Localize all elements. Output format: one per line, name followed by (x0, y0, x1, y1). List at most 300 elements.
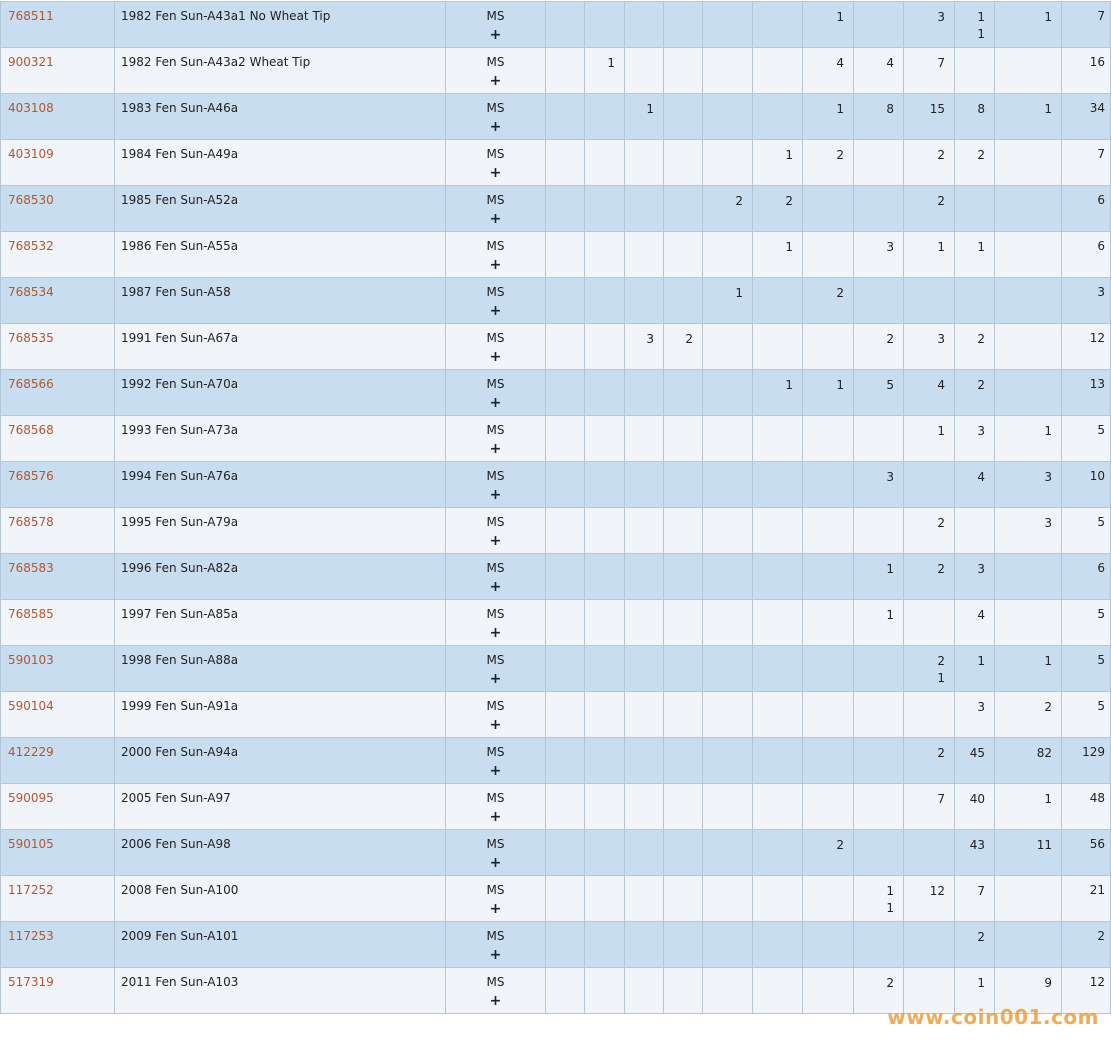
grade-count-cell (546, 784, 585, 830)
population-table (0, 1, 1111, 1014)
grade-count-cell (995, 278, 1062, 324)
grade-count-cell (546, 738, 585, 784)
count-value: 15 (929, 102, 945, 116)
count-value: 8 (977, 102, 985, 116)
total-count: 16 (1062, 48, 1111, 94)
grade-count-cell (664, 508, 703, 554)
grade-count-cell (995, 324, 1062, 370)
grade-cell (446, 462, 546, 508)
grade-cell (446, 646, 546, 692)
grade-count-cell (625, 186, 664, 232)
grade-count-cell (854, 186, 904, 232)
grade-count-cell (955, 462, 995, 508)
grade-count-cell (753, 600, 803, 646)
cert-cell (1, 738, 115, 784)
expand-plus-icon[interactable]: + (489, 119, 502, 135)
cert-cell (1, 508, 115, 554)
grade-count-cell (803, 278, 854, 324)
grade-count-cell (854, 876, 904, 922)
cert-number-link[interactable]: 768532 (8, 239, 54, 253)
count-value: 3 (977, 700, 985, 714)
cert-cell (1, 324, 115, 370)
expand-plus-icon[interactable]: + (489, 27, 502, 43)
grade-label: MS (486, 975, 505, 989)
cert-number-link[interactable]: 768534 (8, 285, 54, 299)
grade-count-cell (955, 278, 995, 324)
grade-count-cell (904, 48, 955, 94)
grade-count-cell (854, 140, 904, 186)
table-row (1, 416, 1111, 462)
grade-count-cell (753, 692, 803, 738)
count-value: 1 (836, 378, 844, 392)
grade-count-cell (703, 48, 753, 94)
cert-number-link[interactable]: 900321 (8, 55, 54, 69)
grade-count-cell (803, 968, 854, 1014)
grade-count-cell (664, 94, 703, 140)
grade-count-cell (703, 876, 753, 922)
expand-plus-icon[interactable]: + (489, 165, 502, 181)
grade-label: MS (486, 331, 505, 345)
cert-number-link[interactable]: 768511 (8, 9, 54, 23)
grade-count-cell (955, 324, 995, 370)
grade-count-cell (546, 278, 585, 324)
expand-plus-icon[interactable]: + (489, 579, 502, 595)
grade-count-cell (703, 232, 753, 278)
count-value: 4 (937, 378, 945, 392)
cert-number-link[interactable]: 590105 (8, 837, 54, 851)
grade-count-cell (803, 876, 854, 922)
grade-label: MS (486, 561, 505, 575)
cert-number-link[interactable]: 517319 (8, 975, 54, 989)
total-count: 13 (1062, 370, 1111, 416)
expand-plus-icon[interactable]: + (489, 717, 502, 733)
coin-description: 1982 Fen Sun-A43a2 Wheat Tip (115, 48, 446, 94)
grade-count-cell (585, 416, 625, 462)
grade-cell (446, 876, 546, 922)
grade-count-cell (585, 140, 625, 186)
grade-count-cell (904, 186, 955, 232)
grade-count-cell (955, 784, 995, 830)
expand-plus-icon[interactable]: + (489, 395, 502, 411)
grade-count-cell (995, 738, 1062, 784)
grade-count-cell (625, 692, 664, 738)
grade-count-cell (955, 2, 995, 48)
grade-count-cell (803, 646, 854, 692)
grade-count-cell (664, 876, 703, 922)
cert-number-link[interactable]: 590104 (8, 699, 54, 713)
grade-count-cell (546, 600, 585, 646)
grade-cell (446, 968, 546, 1014)
count-value: 1 (886, 562, 894, 576)
grade-count-cell (955, 646, 995, 692)
total-count: 12 (1062, 968, 1111, 1014)
total-count: 129 (1062, 738, 1111, 784)
grade-count-cell (703, 968, 753, 1014)
cert-number-link[interactable]: 590095 (8, 791, 54, 805)
grade-label: MS (486, 9, 505, 23)
count-value: 2 (836, 838, 844, 852)
grade-label: MS (486, 883, 505, 897)
grade-count-cell (995, 508, 1062, 554)
count-value: 1 (886, 608, 894, 622)
grade-label: MS (486, 193, 505, 207)
count-value: 8 (886, 102, 894, 116)
count-value: 2 (977, 378, 985, 392)
grade-count-cell (753, 508, 803, 554)
grade-count-cell (803, 784, 854, 830)
table-row (1, 370, 1111, 416)
coin-description: 1997 Fen Sun-A85a (115, 600, 446, 646)
grade-count-cell (625, 738, 664, 784)
grade-count-cell (904, 140, 955, 186)
grade-count-cell (904, 554, 955, 600)
expand-plus-icon[interactable]: + (489, 303, 502, 319)
cert-number-link[interactable]: 412229 (8, 745, 54, 759)
table-row (1, 324, 1111, 370)
expand-plus-icon[interactable]: + (489, 855, 502, 871)
cert-cell (1, 922, 115, 968)
grade-count-cell (664, 692, 703, 738)
grade-count-cell (703, 462, 753, 508)
expand-plus-icon[interactable]: + (489, 257, 502, 273)
expand-plus-icon[interactable]: + (489, 211, 502, 227)
count-value: 12 (929, 884, 945, 898)
grade-count-cell (995, 370, 1062, 416)
grade-count-cell (664, 232, 703, 278)
count-value: 3 (1044, 516, 1052, 530)
coin-description: 1999 Fen Sun-A91a (115, 692, 446, 738)
expand-plus-icon[interactable]: + (489, 993, 502, 1009)
grade-count-cell (753, 232, 803, 278)
grade-count-cell (585, 2, 625, 48)
count-value: 3 (1044, 470, 1052, 484)
grade-count-cell (753, 738, 803, 784)
grade-count-cell (854, 48, 904, 94)
grade-count-cell (625, 554, 664, 600)
grade-count-cell (854, 278, 904, 324)
grade-count-cell (625, 922, 664, 968)
count-value: 1 (977, 27, 985, 41)
total-count: 5 (1062, 416, 1111, 462)
cert-cell (1, 968, 115, 1014)
total-count: 6 (1062, 554, 1111, 600)
grade-count-cell (854, 324, 904, 370)
total-count: 34 (1062, 94, 1111, 140)
grade-label: MS (486, 791, 505, 805)
grade-count-cell (664, 922, 703, 968)
grade-count-cell (585, 968, 625, 1014)
grade-count-cell (995, 784, 1062, 830)
table-row (1, 600, 1111, 646)
coin-description: 1992 Fen Sun-A70a (115, 370, 446, 416)
grade-count-cell (904, 600, 955, 646)
grade-count-cell (625, 94, 664, 140)
grade-count-cell (585, 784, 625, 830)
total-count: 48 (1062, 784, 1111, 830)
expand-plus-icon[interactable]: + (489, 487, 502, 503)
grade-count-cell (664, 186, 703, 232)
grade-count-cell (546, 922, 585, 968)
count-value: 1 (1044, 10, 1052, 24)
cert-cell (1, 600, 115, 646)
grade-count-cell (904, 462, 955, 508)
grade-count-cell (625, 508, 664, 554)
count-value: 1 (1044, 102, 1052, 116)
grade-count-cell (625, 140, 664, 186)
grade-count-cell (803, 922, 854, 968)
grade-count-cell (703, 784, 753, 830)
grade-count-cell (585, 48, 625, 94)
count-value: 3 (937, 10, 945, 24)
grade-count-cell (803, 738, 854, 784)
grade-count-cell (703, 278, 753, 324)
grade-count-cell (803, 830, 854, 876)
count-value: 3 (646, 332, 654, 346)
table-row (1, 784, 1111, 830)
total-count: 5 (1062, 646, 1111, 692)
grade-count-cell (854, 2, 904, 48)
grade-count-cell (995, 922, 1062, 968)
grade-label: MS (486, 239, 505, 253)
expand-plus-icon[interactable]: + (489, 625, 502, 641)
table-row (1, 508, 1111, 554)
total-count: 12 (1062, 324, 1111, 370)
grade-count-cell (625, 324, 664, 370)
grade-count-cell (995, 94, 1062, 140)
count-value: 3 (977, 562, 985, 576)
count-value: 2 (937, 562, 945, 576)
count-value: 2 (886, 332, 894, 346)
cert-number-link[interactable]: 403109 (8, 147, 54, 161)
grade-count-cell (753, 876, 803, 922)
count-value: 3 (886, 240, 894, 254)
count-value: 1 (937, 240, 945, 254)
count-value: 7 (977, 884, 985, 898)
cert-number-link[interactable]: 768566 (8, 377, 54, 391)
grade-count-cell (803, 416, 854, 462)
grade-count-cell (585, 646, 625, 692)
grade-label: MS (486, 515, 505, 529)
total-count: 6 (1062, 186, 1111, 232)
grade-cell (446, 278, 546, 324)
expand-plus-icon[interactable]: + (489, 763, 502, 779)
cert-number-link[interactable]: 590103 (8, 653, 54, 667)
grade-count-cell (955, 830, 995, 876)
expand-plus-icon[interactable]: + (489, 947, 502, 963)
coin-description: 1986 Fen Sun-A55a (115, 232, 446, 278)
total-count: 2 (1062, 922, 1111, 968)
grade-cell (446, 554, 546, 600)
grade-count-cell (753, 416, 803, 462)
grade-cell (446, 48, 546, 94)
grade-count-cell (585, 324, 625, 370)
table-row (1, 922, 1111, 968)
coin-description: 2005 Fen Sun-A97 (115, 784, 446, 830)
table-row (1, 738, 1111, 784)
grade-count-cell (625, 968, 664, 1014)
grade-count-cell (854, 600, 904, 646)
grade-count-cell (664, 600, 703, 646)
expand-plus-icon[interactable]: + (489, 809, 502, 825)
grade-count-cell (546, 692, 585, 738)
count-value: 82 (1036, 746, 1052, 760)
grade-count-cell (625, 600, 664, 646)
cert-number-link[interactable]: 768576 (8, 469, 54, 483)
grade-cell (446, 232, 546, 278)
cert-number-link[interactable]: 768585 (8, 607, 54, 621)
grade-count-cell (955, 600, 995, 646)
grade-count-cell (664, 462, 703, 508)
count-value: 4 (886, 56, 894, 70)
grade-count-cell (904, 2, 955, 48)
expand-plus-icon[interactable]: + (489, 349, 502, 365)
count-value: 40 (969, 792, 985, 806)
table-row (1, 48, 1111, 94)
count-value: 1 (1044, 654, 1052, 668)
grade-count-cell (955, 738, 995, 784)
table-row (1, 830, 1111, 876)
grade-count-cell (803, 324, 854, 370)
grade-count-cell (546, 94, 585, 140)
expand-plus-icon[interactable]: + (489, 73, 502, 89)
count-value: 2 (937, 654, 945, 668)
cert-cell (1, 278, 115, 324)
grade-count-cell (625, 2, 664, 48)
grade-count-cell (546, 2, 585, 48)
cert-number-link[interactable]: 768578 (8, 515, 54, 529)
cert-number-link[interactable]: 768583 (8, 561, 54, 575)
count-value: 3 (937, 332, 945, 346)
grade-cell (446, 600, 546, 646)
grade-count-cell (546, 140, 585, 186)
grade-count-cell (955, 232, 995, 278)
count-value: 1 (886, 901, 894, 915)
grade-cell (446, 784, 546, 830)
grade-count-cell (854, 232, 904, 278)
grade-count-cell (546, 324, 585, 370)
grade-label: MS (486, 745, 505, 759)
count-value: 1 (735, 286, 743, 300)
cert-number-link[interactable]: 768568 (8, 423, 54, 437)
count-value: 1 (977, 240, 985, 254)
grade-count-cell (854, 370, 904, 416)
grade-count-cell (854, 738, 904, 784)
table-row (1, 554, 1111, 600)
grade-cell (446, 508, 546, 554)
grade-count-cell (753, 646, 803, 692)
expand-plus-icon[interactable]: + (489, 441, 502, 457)
grade-count-cell (664, 370, 703, 416)
table-body (1, 2, 1111, 1014)
count-value: 2 (886, 976, 894, 990)
table-row (1, 94, 1111, 140)
grade-count-cell (955, 186, 995, 232)
table-row (1, 646, 1111, 692)
grade-count-cell (753, 370, 803, 416)
grade-count-cell (546, 370, 585, 416)
grade-count-cell (753, 922, 803, 968)
total-count: 5 (1062, 508, 1111, 554)
cert-number-link[interactable]: 117253 (8, 929, 54, 943)
grade-count-cell (585, 554, 625, 600)
grade-count-cell (803, 232, 854, 278)
expand-plus-icon[interactable]: + (489, 671, 502, 687)
grade-count-cell (585, 232, 625, 278)
count-value: 2 (937, 194, 945, 208)
grade-count-cell (753, 2, 803, 48)
grade-count-cell (625, 232, 664, 278)
cert-number-link[interactable]: 117252 (8, 883, 54, 897)
count-value: 2 (977, 148, 985, 162)
grade-count-cell (546, 554, 585, 600)
coin-description: 1984 Fen Sun-A49a (115, 140, 446, 186)
grade-count-cell (625, 278, 664, 324)
grade-count-cell (904, 416, 955, 462)
grade-count-cell (995, 232, 1062, 278)
grade-count-cell (854, 830, 904, 876)
cert-number-link[interactable]: 768535 (8, 331, 54, 345)
coin-description: 1996 Fen Sun-A82a (115, 554, 446, 600)
cert-number-link[interactable]: 768530 (8, 193, 54, 207)
grade-count-cell (803, 140, 854, 186)
grade-label: MS (486, 55, 505, 69)
count-value: 1 (785, 240, 793, 254)
grade-count-cell (585, 186, 625, 232)
table-row (1, 876, 1111, 922)
grade-count-cell (753, 48, 803, 94)
cert-cell (1, 784, 115, 830)
count-value: 5 (886, 378, 894, 392)
grade-count-cell (753, 278, 803, 324)
table-row (1, 692, 1111, 738)
grade-label: MS (486, 469, 505, 483)
grade-cell (446, 370, 546, 416)
grade-label: MS (486, 699, 505, 713)
grade-count-cell (546, 462, 585, 508)
grade-count-cell (703, 922, 753, 968)
grade-count-cell (995, 462, 1062, 508)
cert-number-link[interactable]: 403108 (8, 101, 54, 115)
table-row (1, 140, 1111, 186)
count-value: 2 (836, 286, 844, 300)
grade-count-cell (955, 554, 995, 600)
count-value: 2 (937, 148, 945, 162)
grade-count-cell (803, 554, 854, 600)
grade-count-cell (703, 2, 753, 48)
expand-plus-icon[interactable]: + (489, 533, 502, 549)
grade-count-cell (803, 2, 854, 48)
grade-count-cell (803, 48, 854, 94)
grade-count-cell (753, 324, 803, 370)
grade-count-cell (546, 416, 585, 462)
count-value: 3 (886, 470, 894, 484)
count-value: 2 (937, 516, 945, 530)
grade-count-cell (625, 784, 664, 830)
table-row (1, 232, 1111, 278)
grade-count-cell (546, 876, 585, 922)
grade-count-cell (803, 94, 854, 140)
grade-label: MS (486, 653, 505, 667)
expand-plus-icon[interactable]: + (489, 901, 502, 917)
grade-count-cell (664, 968, 703, 1014)
grade-count-cell (995, 554, 1062, 600)
grade-count-cell (753, 830, 803, 876)
coin-description: 1985 Fen Sun-A52a (115, 186, 446, 232)
coin-description: 1993 Fen Sun-A73a (115, 416, 446, 462)
grade-count-cell (854, 922, 904, 968)
count-value: 1 (937, 424, 945, 438)
grade-count-cell (664, 784, 703, 830)
